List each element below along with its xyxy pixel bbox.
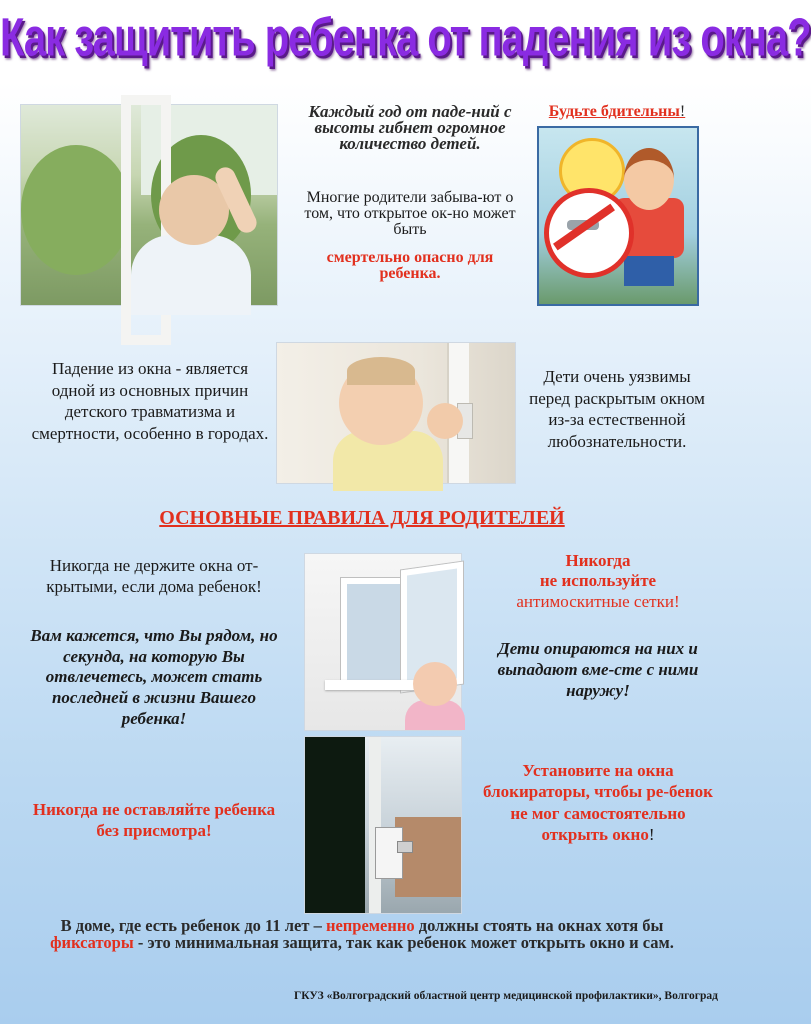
install-blockers-text: [478, 760, 718, 846]
fall-cause-text: Падение из окна - является одной из основных причин детского травматизма и смертности, особенно в городах.: [31, 359, 269, 443]
bottom-notice-part1: В доме, где есть ребенок до 11 лет –: [60, 916, 326, 935]
be-vigilant-heading: [532, 104, 702, 120]
rules-heading: ОСНОВНЫЕ ПРАВИЛА ДЛЯ РОДИТЕЛЕЙ: [159, 507, 565, 529]
statistics-text: Каждый год от паде-ний с высоты гибнет огромное количество детей.: [308, 102, 512, 154]
bottom-notice-part2: должны стоять на окнах хотя бы: [414, 916, 664, 935]
mosquito-nets-label: антимоскитные сетки!: [516, 591, 680, 611]
baby-at-window-photo: [20, 104, 278, 306]
never-open-windows-text: Никогда не держите окна от-крытыми, если дома ребенок!: [46, 556, 262, 596]
bottom-notice-part3: - это минимальная защита, так как ребенок может открыть окно и сам.: [133, 932, 674, 952]
be-vigilant-mark: !: [679, 103, 686, 120]
smiling-baby-photo: [276, 342, 516, 484]
install-blockers-label: Установите на окна блокираторы, чтобы ре-бенок не мог самостоятельно открыть окно: [483, 761, 713, 845]
do-not-use-label: не используйте: [539, 571, 657, 591]
bottom-notice: [30, 918, 694, 951]
open-window-photo: [304, 553, 462, 731]
parents-forget-text: Многие родители забыва-ют о том, что открытое ок-но может быть: [304, 189, 516, 238]
be-vigilant-label: Будьте бдительны: [548, 103, 680, 120]
install-blockers-mark: !: [648, 825, 655, 845]
bottom-notice-emphasis2: фиксаторы: [50, 932, 134, 952]
no-mosquito-nets-text: [478, 551, 718, 612]
children-vulnerable-text: Дети очень уязвимы перед раскрытым окном из-за естественной любознательности.: [529, 367, 705, 451]
window-lock-illustration: [537, 126, 699, 306]
deadly-danger-text: смертельно опасно для ребенка.: [326, 249, 494, 282]
bottom-notice-emphasis1: непременно: [325, 916, 415, 935]
poster-title: Как защитить ребенка от падения из окна?: [0, 8, 811, 68]
window-blocker-photo: [304, 736, 462, 914]
children-lean-text: Дети опираются на них и выпадают вме-сте с ними наружу!: [497, 639, 699, 701]
footer-credit: ГКУЗ «Волгоградский областной центр медицинской профилактики», Волгоград: [293, 990, 718, 1002]
never-leave-child-text: Никогда не оставляйте ребенка без присмотра!: [32, 800, 276, 840]
one-second-warning-text: Вам кажется, что Вы рядом, но секунда, на которую Вы отвлечетесь, может стать последней в жизни Вашего ребенка!: [30, 626, 278, 728]
never-label: Никогда: [565, 551, 631, 570]
